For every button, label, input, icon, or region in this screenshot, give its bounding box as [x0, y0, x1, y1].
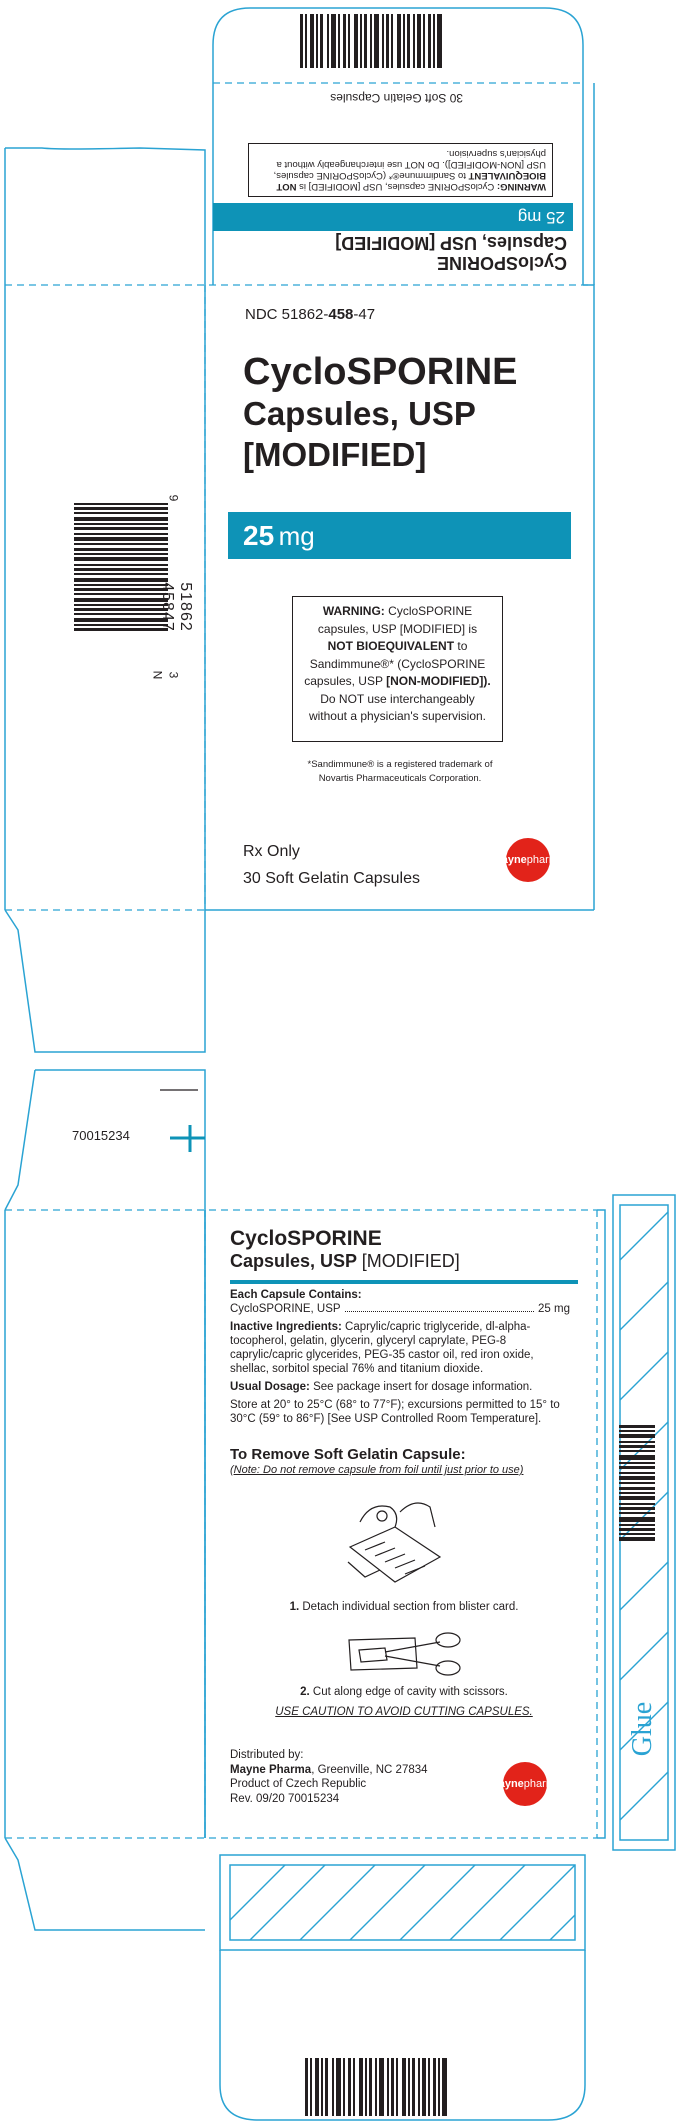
glue-label: Glue — [627, 1701, 658, 1757]
mayne-pharma-logo-back: mayne pharma — [503, 1762, 547, 1806]
top-flap-strength: 25 mg — [517, 208, 565, 227]
remove-heading: To Remove Soft Gelatin Capsule: — [230, 1446, 466, 1463]
ndc-number: NDC 51862-458-47 — [245, 306, 376, 323]
product-title-line3: [MODIFIED] — [243, 436, 427, 473]
scissors-illustration — [345, 1630, 465, 1678]
mayne-pharma-logo: mayne pharma — [506, 838, 550, 882]
distributor-info: Distributed by: Mayne Pharma, Greenville, NC 27834 Product of Czech Republic Rev. 09/20 70015234 — [230, 1749, 428, 1805]
side-barcode-digit-3: 3 — [166, 671, 181, 679]
back-title-rule — [230, 1280, 578, 1284]
back-title-line1: CycloSPORINE — [230, 1227, 382, 1250]
top-flap-count: 30 Soft Gelatin Capsules — [330, 91, 463, 105]
side-barcode-digits: 51862 45847 — [159, 582, 194, 632]
product-title-line1: CycloSPORINE — [243, 351, 518, 393]
top-barcode — [300, 14, 442, 68]
front-count: 30 Soft Gelatin Capsules — [243, 870, 420, 887]
product-title-line2: Capsules, USP — [243, 395, 476, 432]
side-barcode — [74, 503, 168, 631]
trademark-note: *Sandimmune® is a registered trademark of Novartis Pharmaceuticals Corporation. — [307, 759, 493, 784]
strength-bar — [228, 512, 571, 559]
strength-value: 25 — [243, 520, 275, 551]
strength-unit: mg — [278, 521, 315, 551]
back-title: CycloSPORINE Capsules, USP [MODIFIED] — [230, 1227, 460, 1271]
side-barcode-digit-top: 9 — [166, 494, 181, 502]
remove-note: (Note: Do not remove capsule from foil until just prior to use) — [230, 1464, 524, 1476]
caution-note: USE CAUTION TO AVOID CUTTING CAPSULES. — [275, 1706, 533, 1718]
top-flap-name-line2: Capsules, USP [MODIFIED] — [335, 233, 567, 253]
code-number: 70015234 — [72, 1128, 130, 1143]
step-2: 2. Cut along edge of cavity with scissors. — [300, 1686, 508, 1698]
top-flap-warning-box: WARNING: CycloSPORINE capsules, USP [MODIFIED] is NOT BIOEQUIVALENT to Sandimmune®* (CycloSPORINE capsules, USP [NON-MODIFIED]). Do NOT use interchangeably without a physician's supervision. — [248, 143, 553, 197]
step-1: 1. Detach individual section from blister card. — [289, 1601, 519, 1613]
top-flap-strength-bar — [213, 203, 573, 231]
bottom-barcode — [305, 2058, 447, 2116]
back-ingredients: Each Capsule Contains: CycloSPORINE, USP 25 mg Inactive Ingredients: Caprylic/capric triglyceride, dl-alpha-tocopherol, gelatin, glycerin, glyceryl caprylate, PEG-8 caprylic/capric glycerides, PEG-35 castor oil, red iron oxide, shellac, sorbitol special 76% and titanium dioxide. Usual Dosage: See package insert for dosage information. Store at 20° to 25°C (68° to 77°F); excursions permitted to 15° to 30°C (59° to 86°F) [See USP Controlled Room Temperature]. — [230, 1289, 570, 1425]
top-flap-name-line1: CycloSPORINE — [436, 253, 567, 273]
warning-box: WARNING: CycloSPORINE capsules, USP [MODIFIED] is NOT BIOEQUIVALENT to Sandimmune®* (CycloSPORINE capsules, USP [NON-MODIFIED]). Do NOT use interchangeably without a physician's supervision. — [292, 596, 503, 742]
top-flap-rotated — [213, 83, 583, 283]
rx-info — [243, 838, 420, 892]
rx-only: Rx Only — [243, 843, 300, 860]
back-title-line2: Capsules, USP — [230, 1251, 357, 1271]
glue-barcode — [619, 1425, 655, 1541]
blister-card-illustration — [340, 1492, 455, 1592]
product-title — [243, 352, 518, 475]
side-barcode-digit-n: N — [150, 670, 165, 680]
